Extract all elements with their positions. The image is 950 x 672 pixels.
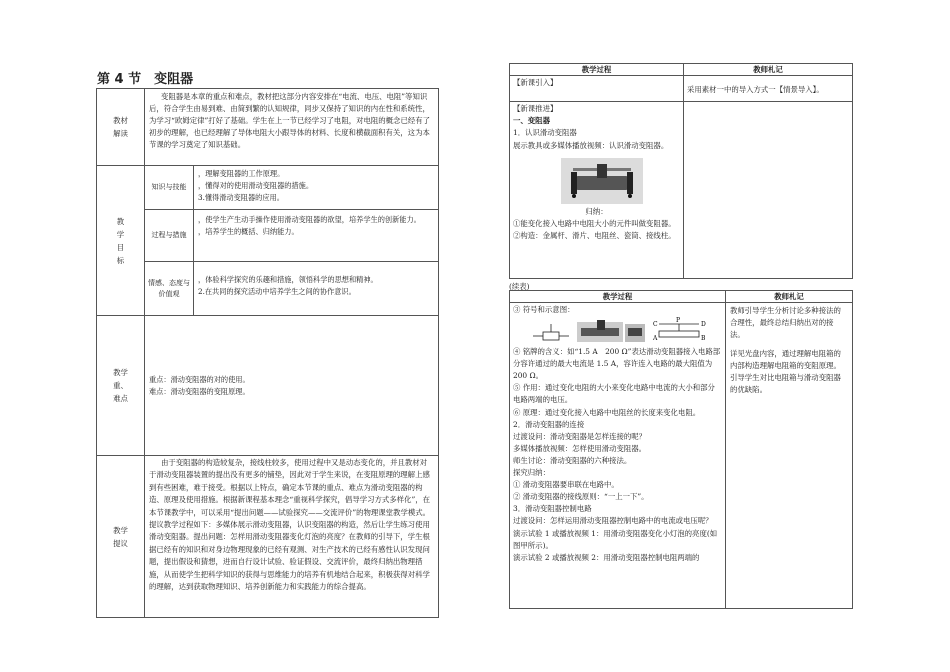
rheostat-photo	[561, 158, 643, 204]
label-jiaocai: 教材 解读	[97, 89, 145, 166]
goal-items-process	[194, 210, 439, 262]
key-points	[145, 316, 439, 456]
goal-name-process: 过程与措施	[145, 210, 194, 262]
goal-item: ，使学生产生动手操作使用滑动变阻器的欲望，培养学生的创新能力。	[198, 215, 421, 224]
label-mubiao: 教 学 目 标	[97, 166, 145, 316]
svg-text:D: D	[701, 321, 706, 329]
guina: 归纳：	[585, 206, 608, 216]
svg-text:P: P	[676, 317, 681, 325]
notes-cell	[726, 303, 853, 609]
para-symbol: ③ 符号和示意图：	[513, 305, 575, 314]
goal-item: 2.在共同的探究活动中培养学生之间的协作意识。	[198, 287, 356, 296]
goal-item: ，体验科学探究的乐趣和措施，领悟科学的思想和精神。	[198, 275, 378, 284]
para-control: 3．滑动变阻器控制电路	[513, 504, 592, 514]
para-demo-2: 演示试验 2 或播放视频 2：用滑动变阻器控制电阻两端的	[513, 552, 700, 562]
lesson-plan-table	[96, 88, 439, 618]
para-connection: 2．滑动变阻器的连接	[513, 419, 585, 429]
note-2: 详见光盘内容，通过理解电阻箱的内部构造理解电阻箱的变阻原理。引导学生对比电阻箱与滑动变阻器的优缺陷。	[730, 348, 841, 395]
page-title: 第 4 节 变阻器	[97, 72, 194, 87]
note-1: 教师引导学生分析讨论多种接法的合理性，最终总结归纳出对的接法。	[730, 306, 841, 340]
intro-note: 采用素材一中的导入方式一【情景导入】。	[684, 76, 853, 102]
goal-items-knowledge	[194, 166, 439, 210]
header-process: 教学过程	[510, 64, 684, 76]
goal-item: ，培养学生的概括、归纳能力。	[198, 227, 299, 236]
para-discussion: 师生讨论：滑动变阻器的六种接法。	[513, 455, 632, 465]
key-point: 重点：滑动变阻器的对的使用。	[149, 374, 250, 384]
svg-text:C: C	[653, 321, 658, 329]
para-question-1: 过渡设问：滑动变阻器是怎样连接的呢？	[513, 431, 647, 441]
goal-items-attitude	[194, 262, 439, 316]
header-notes-2: 教师札记	[726, 291, 853, 303]
process-table-top	[509, 63, 853, 279]
goal-name-attitude: 情感、态度与价值观	[145, 262, 194, 316]
svg-text:B: B	[701, 335, 706, 343]
para-nameplate: ④ 铭牌的含义：如“1.5 A 200 Ω”表达滑动变阻器接入电路部分容许通过的最大电流是 1.5 A，容许连入电路的最大阻值为 200 Ω。	[513, 347, 721, 381]
goal-item: ，理解变阻器的工作原理。	[198, 169, 285, 178]
para-video-1: 多媒体播放视频：怎样使用滑动变阻器。	[513, 443, 647, 453]
header-process-2: 教学过程	[510, 291, 726, 303]
header-notes: 教师札记	[684, 64, 853, 76]
goal-item: ，懂得对的使用滑动变阻器的措施。	[198, 181, 314, 190]
para-rule-1: ① 滑动变阻器要串联在电路中。	[513, 480, 619, 490]
jiaocai-text: 变阻器是本章的重点和难点，教材把这部分内容安排在“电流、电压、电阻”等知识后，符合学生由易到难、由简到繁的认知规律，同步又保持了知识的内在性和系统性，为学习“欧姆定律”打好了基础。学生在上一节已经学习了电阻，对电阻的概念已经有了初步的理解，也已经理解了导体电阻大小跟导体的材料、长度和横截面积有关，这为本节课的学习奠定了知识基础。	[145, 89, 439, 166]
para-principle: ⑥ 原理：通过变化接入电路中电阻丝的长度来变化电阻。	[513, 407, 701, 417]
summary-1: ①能变化接入电路中电阻大小的元件叫做变阻器。	[513, 219, 676, 229]
svg-text:A: A	[653, 335, 658, 343]
symbol-diagrams	[513, 316, 722, 346]
process-cell	[510, 303, 726, 609]
para-function: ⑤ 作用：通过变化电阻的大小来变化电路中电流的大小和部分电路两端的电压。	[513, 383, 715, 405]
goal-item: 3.懂得滑动变阻器的应用。	[198, 193, 284, 202]
para-question-2: 过渡设问：怎样运用滑动变阻器控制电路中的电流或电压呢？	[513, 516, 713, 526]
new-tag: 【新课推进】	[513, 104, 558, 113]
label-zhongdian: 教学 重、 难点	[97, 316, 145, 456]
item-text: 展示教具或多媒体播放视频：认识滑动变阻器。	[513, 140, 669, 150]
summary-2: ②构造：金属杆、滑片、电阻丝、瓷筒、接线柱。	[513, 231, 676, 241]
new-lesson-cell	[510, 102, 684, 279]
para-explore: 探究归纳：	[513, 468, 550, 478]
difficult-point: 难点：滑动变阻器的变阻原理。	[149, 386, 250, 396]
item-heading: 1．认识滑动变阻器	[513, 128, 577, 138]
para-rule-2: ② 滑动变阻器的接线原则：“一上一下”。	[513, 492, 649, 502]
section-heading: 一、变阻器	[513, 116, 550, 126]
notes-empty	[684, 102, 853, 279]
process-table-bottom	[509, 290, 853, 609]
tishi-text: 由于变阻器的构造较复杂，接线柱较多，使用过程中又是动态变化的，并且教材对于滑动变阻器装置的提出没有更多的铺垫，因此对于学生来说，在变阻原理的理解上感到有些困难，难于接受。根据以上特点，确定本节课的重点、难点为滑动变阻器的构造、原理及使用措施。根据新课程基本理念“重视科学探究，倡导学习方式多样化”，在本节课教学中，可以采用“提出问题——试验探究——交流评价”的物理课堂教学模式。提议教学过程如下：多媒体展示滑动变阻器，认识变阻器的构造，然后让学生练习使用滑动变阻器。提出问题：怎样用滑动变阻器变化灯泡的亮度？在教师的引导下，学生根据已经有的知识和对身边物理现象的已经有观测、对生产技术的已经有感性认识发现问题，提出假设和猜想，进而自行设计试验、验证假设、交流评价，最终归纳出物理措施，从而使学生把科学知识的获得与思维能力的培养有机地结合起来，积极获得对科学的理解，达到获取物理知识、培养创新能力和实践能力的综合提高。	[145, 456, 439, 618]
goal-name-knowledge: 知识与技能	[145, 166, 194, 210]
intro-tag: 【新课引入】	[510, 76, 684, 102]
para-demo-1: 演示试验 1 或播放视频 1：用滑动变阻器变化小灯泡的亮度(如图甲所示)。	[513, 528, 718, 550]
continued-label: (续表)	[509, 282, 530, 291]
label-tishi: 教学 提议	[97, 456, 145, 618]
